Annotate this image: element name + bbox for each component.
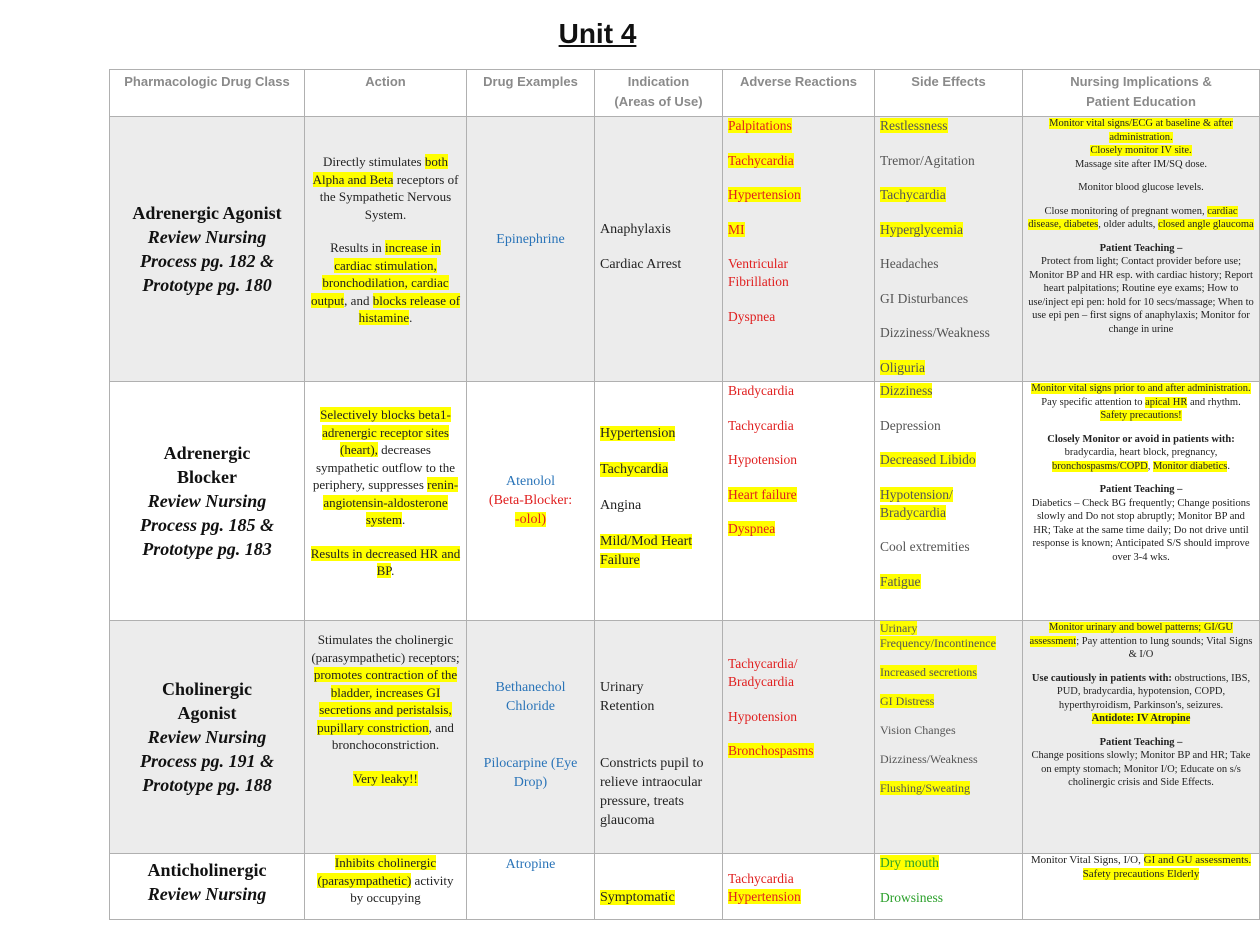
drug-class-table (109, 69, 1260, 920)
class-cell: Cholinergic Agonist Review Nursing Process pg. 191 & Prototype pg. 188 (110, 621, 305, 854)
adverse-cell: Bradycardia Tachycardia Hypotension Heart failure Dyspnea (723, 382, 875, 621)
side-effects-cell: Dizziness Depression Decreased Libido Hypotension/ Bradycardia Cool extremities Fatigue (875, 382, 1023, 621)
table-row (110, 117, 1260, 382)
header-class: Pharmacologic Drug Class (110, 70, 305, 117)
examples-cell: Atenolol (Beta-Blocker: -olol) (467, 382, 595, 621)
examples-cell: Bethanechol Chloride Pilocarpine (Eye Drop) (467, 621, 595, 854)
table-row (110, 854, 1260, 920)
class-cell: Adrenergic Blocker Review Nursing Process pg. 185 & Prototype pg. 183 (110, 382, 305, 621)
table-row (110, 621, 1260, 854)
examples-cell: Atropine (467, 854, 595, 920)
indication-cell: Urinary Retention Constricts pupil to relieve intraocular pressure, treats glaucoma (595, 621, 723, 854)
indication-cell: Symptomatic (595, 854, 723, 920)
table-row (110, 382, 1260, 621)
adverse-cell: Tachycardia Hypertension (723, 854, 875, 920)
adverse-cell: Palpitations Tachycardia Hypertension MI Ventricular Fibrillation Dyspnea (723, 117, 875, 382)
page-title: Unit 4 (558, 18, 637, 49)
action-cell: Directly stimulates both Alpha and Beta receptors of the Sympathetic Nervous System. Results in increase in cardiac stimulation, bronchodilation, cardiac output, and blocks release of histamine. (305, 117, 467, 382)
header-indication: Indication (Areas of Use) (595, 70, 723, 117)
drug-table-container[interactable] (109, 69, 1254, 915)
table-header-row (110, 70, 1260, 117)
nursing-cell: Monitor vital signs/ECG at baseline & after administration. Closely monitor IV site. Massage site after IM/SQ dose. Monitor blood glucose levels. Close monitoring of pregnant women, cardiac disease, diabetes, older adults, closed angle glaucoma Patient Teaching – Protect from light; Contact provider before use; Monitor BP and HR esp. with cardiac history; Report heart palpitations; Routine eye exams; How to use/inject epi pen: hold for 10 secs/massage; When to use epi pen – first signs of anaphylaxis; Monitor for change in urine (1023, 117, 1260, 382)
action-cell: Selectively blocks beta1-adrenergic receptor sites (heart), decreases sympathetic outflow to the periphery, suppresses renin-angiotensin-aldosterone system. Results in decreased HR and BP. (305, 382, 467, 621)
header-nursing: Nursing Implications & Patient Education (1023, 70, 1260, 117)
class-name: Adrenergic Agonist (132, 203, 282, 223)
side-effects-cell: Restlessness Tremor/Agitation Tachycardia Hyperglycemia Headaches GI Disturbances Dizziness/Weakness Oliguria (875, 117, 1023, 382)
header-side-effects: Side Effects (875, 70, 1023, 117)
nursing-cell: Monitor urinary and bowel patterns; GI/GU assessment; Pay attention to lung sounds; Vital Signs & I/O Use cautiously in patients with: obstructions, IBS, PUD, bradycardia, hypotension, COPD, hyperthyroidism, Parkinson's, seizures. Antidote: IV Atropine Patient Teaching – Change positions slowly; Monitor BP and HR; Take on empty stomach; Monitor I/O; Educate on s/s cholinergic crisis and Side Effects. (1023, 621, 1260, 854)
adverse-cell: Tachycardia/ Bradycardia Hypotension Bronchospasms (723, 621, 875, 854)
header-action: Action (305, 70, 467, 117)
action-cell: Inhibits cholinergic (parasympathetic) activity by occupying (305, 854, 467, 920)
action-cell: Stimulates the cholinergic (parasympathetic) receptors; promotes contraction of the bladder, increases GI secretions and peristalsis, pupillary constriction, and bronchoconstriction. Very leaky!! (305, 621, 467, 854)
side-effects-cell: Urinary Frequency/Incontinence Increased secretions GI Distress Vision Changes Dizziness/Weakness Flushing/Sweating (875, 621, 1023, 854)
side-effects-cell: Dry mouth Drowsiness (875, 854, 1023, 920)
class-cell: Anticholinergic Review Nursing (110, 854, 305, 920)
examples-cell: Epinephrine (467, 117, 595, 382)
indication-cell: Anaphylaxis Cardiac Arrest (595, 117, 723, 382)
nursing-cell: Monitor vital signs prior to and after administration. Pay specific attention to apical HR and rhythm. Safety precautions! Closely Monitor or avoid in patients with: bradycardia, heart block, pregnancy, bronchospasms/COPD, Monitor diabetics. Patient Teaching – Diabetics – Check BG frequently; Change positions slowly and Do not stop abruptly; Monitor BP and HR; Take at the same time daily; Do not drive until response is known; Anticipated S/S should improve over 3-4 wks. (1023, 382, 1260, 621)
header-examples: Drug Examples (467, 70, 595, 117)
indication-cell: Hypertension Tachycardia Angina Mild/Mod Heart Failure (595, 382, 723, 621)
header-adverse: Adverse Reactions (723, 70, 875, 117)
nursing-cell: Monitor Vital Signs, I/O, GI and GU assessments. Safety precautions Elderly (1023, 854, 1260, 920)
class-cell: Adrenergic Agonist Review Nursing Process pg. 182 & Prototype pg. 180 (110, 117, 305, 382)
